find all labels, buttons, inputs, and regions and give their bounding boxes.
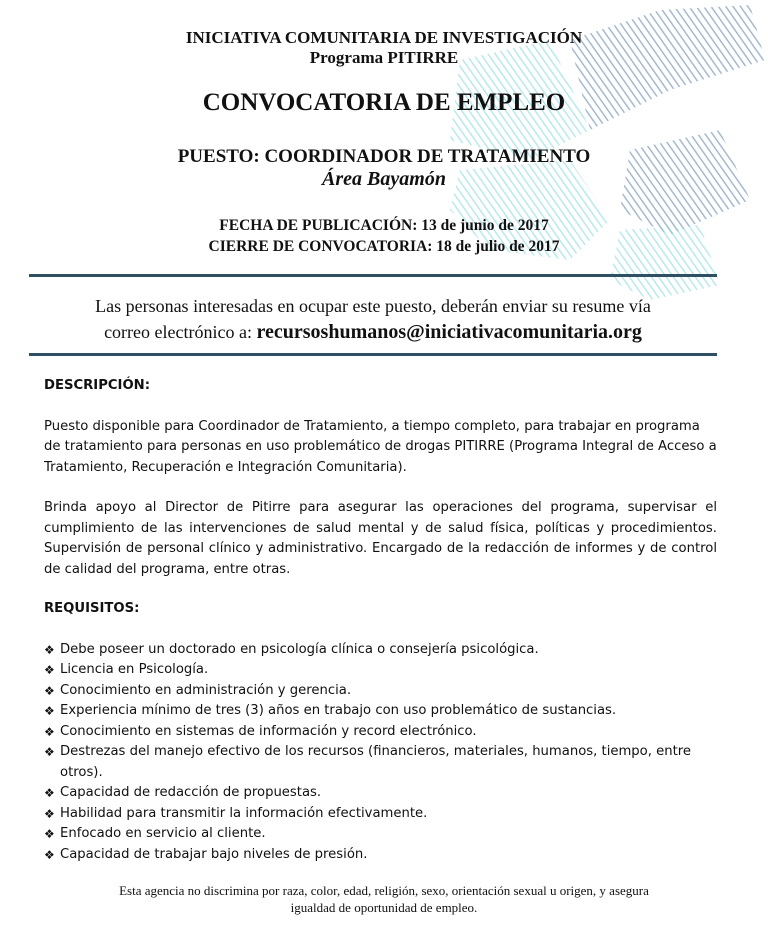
bottom-divider	[29, 353, 717, 356]
application-text-line2	[29, 319, 717, 345]
description-paragraph-1: Puesto disponible para Coordinador de Tratamiento, a tiempo completo, para trabajar en programa de tratamiento para personas en uso problemático de drogas PITIRRE (Programa Integral de Acceso a Tratamiento, Recuperación e Integración Comunitaria).	[44, 418, 717, 475]
requirement-item: ❖ Enfocado en servicio al cliente.	[44, 824, 717, 845]
requirement-item: ❖ Habilidad para transmitir la información efectivamente.	[44, 804, 717, 825]
requirement-item: ❖ Experiencia mínimo de tres (3) años en trabajo con uso problemático de sustancias.	[44, 701, 717, 722]
diamond-bullet-icon: ❖	[44, 663, 55, 677]
diamond-bullet-icon: ❖	[44, 704, 55, 718]
application-email-link[interactable]: recursoshumanos@iniciativacomunitaria.org	[256, 321, 642, 343]
application-text-line1: Las personas interesadas en ocupar este puesto, deberán enviar su resume vía	[95, 296, 651, 316]
diamond-bullet-icon: ❖	[44, 642, 55, 657]
diamond-bullet-icon: ❖	[44, 724, 55, 739]
header-organization	[0, 28, 768, 68]
description-paragraph-2: Brinda apoyo al Director de Pitirre para asegurar las operaciones del programa, supervisar el cumplimiento de las intervenciones de salud mental y de salud física, políticas y procedimientos. Supervisión de personal clínico y administrativo. Encargado de la redacción de informes y de control de calidad del programa, entre otras.	[44, 500, 717, 577]
requirement-item: ❖ Licencia en Psicología.	[44, 660, 717, 681]
footer-line-1: Esta agencia no discrimina por raza, color, edad, religión, sexo, orientación sexual u origen, y asegura	[119, 883, 649, 898]
description-section	[44, 376, 717, 580]
position-area: Área Bayamón	[322, 168, 446, 190]
diamond-bullet-icon: ❖	[44, 745, 55, 759]
requirements-list	[44, 640, 717, 866]
requirement-item: ❖ Capacidad de trabajar bajo niveles de presión.	[44, 845, 717, 866]
publication-date: FECHA DE PUBLICACIÓN: 13 de junio de 2017	[219, 217, 549, 234]
requirements-heading: REQUISITOS:	[44, 601, 140, 616]
organization-name: INICIATIVA COMUNITARIA DE INVESTIGACIÓN	[185, 28, 583, 47]
diamond-bullet-icon: ❖	[44, 786, 55, 800]
diamond-bullet-icon: ❖	[44, 683, 55, 698]
position-block	[0, 145, 768, 191]
description-heading: DESCRIPCIÓN:	[44, 378, 150, 393]
diamond-bullet-icon: ❖	[44, 806, 55, 821]
diamond-bullet-icon: ❖	[44, 847, 55, 862]
requirement-item: ❖ Conocimiento en administración y gerencia.	[44, 681, 717, 702]
closing-date: CIERRE DE CONVOCATORIA: 18 de julio de 2017	[208, 238, 560, 255]
requirement-item: ❖ Conocimiento en sistemas de información y record electrónico.	[44, 722, 717, 743]
non-discrimination-footer	[60, 882, 708, 916]
program-name: Programa PITIRRE	[309, 48, 459, 67]
dates-block	[0, 215, 768, 257]
position-title: PUESTO: COORDINADOR DE TRATAMIENTO	[177, 146, 591, 167]
application-text-prefix: correo electrónico a:	[104, 322, 252, 342]
requirement-item: ❖ Destrezas del manejo efectivo de los recursos (financieros, materiales, humanos, tiempo, entre otros).	[44, 744, 692, 780]
diamond-bullet-icon: ❖	[44, 827, 55, 841]
application-instructions	[29, 293, 717, 345]
document-title: CONVOCATORIA DE EMPLEO	[202, 89, 566, 116]
requirements-section	[44, 599, 717, 865]
requirement-item: ❖ Debe poseer un doctorado en psicología clínica o consejería psicológica.	[44, 640, 717, 661]
top-divider	[29, 274, 717, 277]
footer-line-2: igualdad de oportunidad de empleo.	[290, 900, 478, 915]
requirement-item: ❖ Capacidad de redacción de propuestas.	[44, 783, 717, 804]
